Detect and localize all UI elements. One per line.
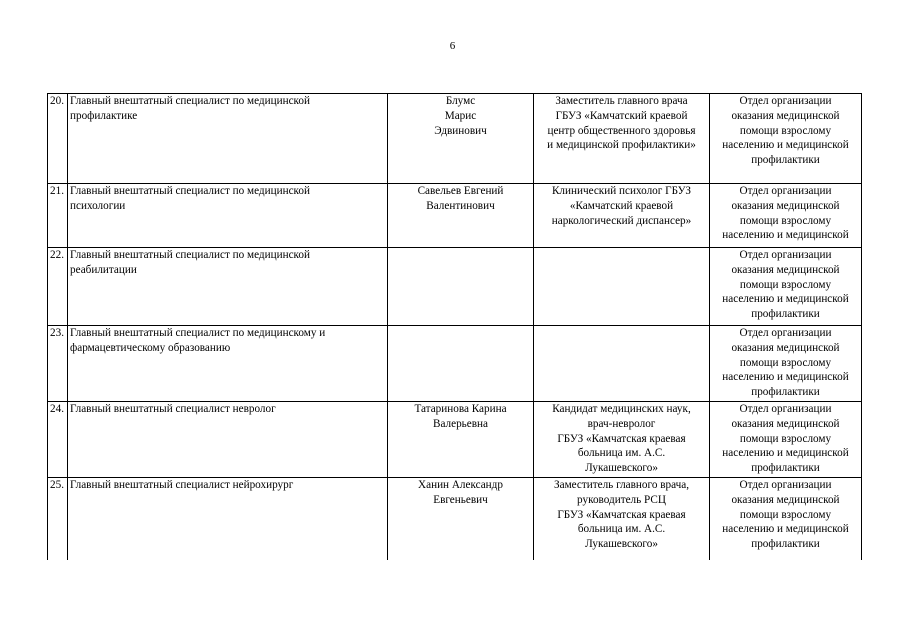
department-cell [710,326,862,402]
cell-text-line: Главный внештатный специалист по медицинской [70,95,310,107]
cell-text-line: Клинический психолог ГБУЗ [551,185,692,197]
cell-text-line: профилактики [751,462,820,475]
job-title-cell [534,94,710,184]
row-number-cell: 22. [48,248,68,326]
position-cell [68,326,388,402]
table-row [48,402,862,478]
cell-text-line: руководитель РСЦ [577,493,666,506]
row-number-cell: 23. [48,326,68,402]
department-cell [710,248,862,326]
cell-text-line: профилактики [751,538,820,551]
position-cell [68,248,388,326]
cell-text-line: населению и медицинской [722,229,849,242]
cell-text-line: Лукашевского» [585,462,658,475]
cell-text-line: оказания медицинской [731,263,840,276]
cell-text-line: Эдвинович [434,124,487,137]
cell-text-line: профилактики [751,308,820,321]
cell-text-line: населению и медицинской [722,293,849,306]
cell-text-line: Главный внештатный специалист по медицинской [70,249,310,261]
cell-text-line: «Камчатский краевой [569,199,674,212]
job-title-cell [534,184,710,248]
table-row [48,94,862,184]
cell-text-line: Валерьевна [433,417,488,430]
cell-text-line: населению и медицинской [722,139,849,152]
cell-text-line: Главный внештатный специалист по медицинскому и [70,327,326,339]
cell-text-line: помощи взрослому [739,432,832,445]
job-title-cell [534,248,710,326]
row-number-cell: 24. [48,402,68,478]
cell-text-line: Евгеньевич [433,493,488,506]
cell-text-line: психологии [70,199,126,212]
table-row [48,478,862,561]
cell-text-line: наркологический диспансер» [551,214,692,227]
cell-text-line: Отдел организации [739,479,832,491]
cell-text-line: Главный внештатный специалист по медицинской [70,185,310,197]
cell-text-line: оказания медицинской [731,341,840,354]
specialists-table [47,93,862,560]
cell-text-line: помощи взрослому [739,124,832,137]
specialists-table-body [48,94,862,561]
cell-text-line: профилактики [751,154,820,167]
page-number: 6 [449,40,456,52]
cell-text-line: больница им. А.С. [577,523,666,536]
cell-text-line: Ханин Александр [418,479,503,491]
cell-text-line: профилактики [751,386,820,399]
job-title-cell [534,478,710,561]
cell-text-line: врач-невролог [587,417,656,430]
table-row [48,248,862,326]
department-cell [710,402,862,478]
cell-text-line: центр общественного здоровья [547,124,696,137]
cell-text-line: Кандидат медицинских наук, [552,403,691,415]
cell-text-line: Савельев Евгений [417,185,504,197]
department-cell [710,94,862,184]
specialist-name-cell [388,94,534,184]
cell-text-line: Валентинович [426,199,495,212]
cell-text-line: оказания медицинской [731,109,840,122]
cell-text-line: Главный внештатный специалист невролог [70,403,276,415]
cell-text-line: Главный внештатный специалист нейрохирург [70,479,294,491]
position-cell [68,402,388,478]
cell-text-line: Заместитель главного врача, [554,479,689,491]
specialist-name-cell [388,326,534,402]
cell-text-line: помощи взрослому [739,356,832,369]
cell-text-line: Лукашевского» [585,538,658,551]
cell-text-line: ГБУЗ «Камчатский краевой [555,109,688,122]
cell-text-line: фармацевтическому образованию [70,341,231,354]
cell-text-line: ГБУЗ «Камчатская краевая [557,508,686,521]
cell-text-line: ГБУЗ «Камчатская краевая [557,432,686,445]
specialist-name-cell [388,184,534,248]
row-number-cell: 20. [48,94,68,184]
department-cell [710,184,862,248]
cell-text-line: Блумс [445,95,476,107]
specialist-name-cell [388,248,534,326]
cell-text-line: помощи взрослому [739,508,832,521]
specialist-name-cell [388,478,534,561]
cell-text-line: Отдел организации [739,403,832,415]
cell-text-line: оказания медицинской [731,417,840,430]
cell-text-line: реабилитации [70,263,137,276]
cell-text-line: населению и медицинской [722,447,849,460]
department-cell [710,478,862,561]
cell-text-line: и медицинской профилактики» [547,139,696,152]
cell-text-line: Отдел организации [739,249,832,261]
cell-text-line: населению и медицинской [722,371,849,384]
cell-text-line: профилактике [70,109,138,122]
cell-text-line: Отдел организации [739,327,832,339]
cell-text-line: Марис [444,109,477,122]
cell-text-line: Заместитель главного врача [555,95,688,107]
job-title-cell [534,402,710,478]
cell-text-line: помощи взрослому [739,278,832,291]
cell-text-line: Татаринова Карина [414,403,507,415]
cell-text-line: помощи взрослому [739,214,832,227]
row-number-cell: 21. [48,184,68,248]
position-cell [68,94,388,184]
cell-text-line: населению и медицинской [722,523,849,536]
job-title-cell [534,326,710,402]
cell-text-line: оказания медицинской [731,199,840,212]
position-cell [68,184,388,248]
position-cell [68,478,388,561]
table-row [48,326,862,402]
cell-text-line: Отдел организации [739,95,832,107]
specialist-name-cell [388,402,534,478]
row-number-cell: 25. [48,478,68,561]
cell-text-line: оказания медицинской [731,493,840,506]
table-row [48,184,862,248]
cell-text-line: больница им. А.С. [577,447,666,460]
cell-text-line: Отдел организации [739,185,832,197]
